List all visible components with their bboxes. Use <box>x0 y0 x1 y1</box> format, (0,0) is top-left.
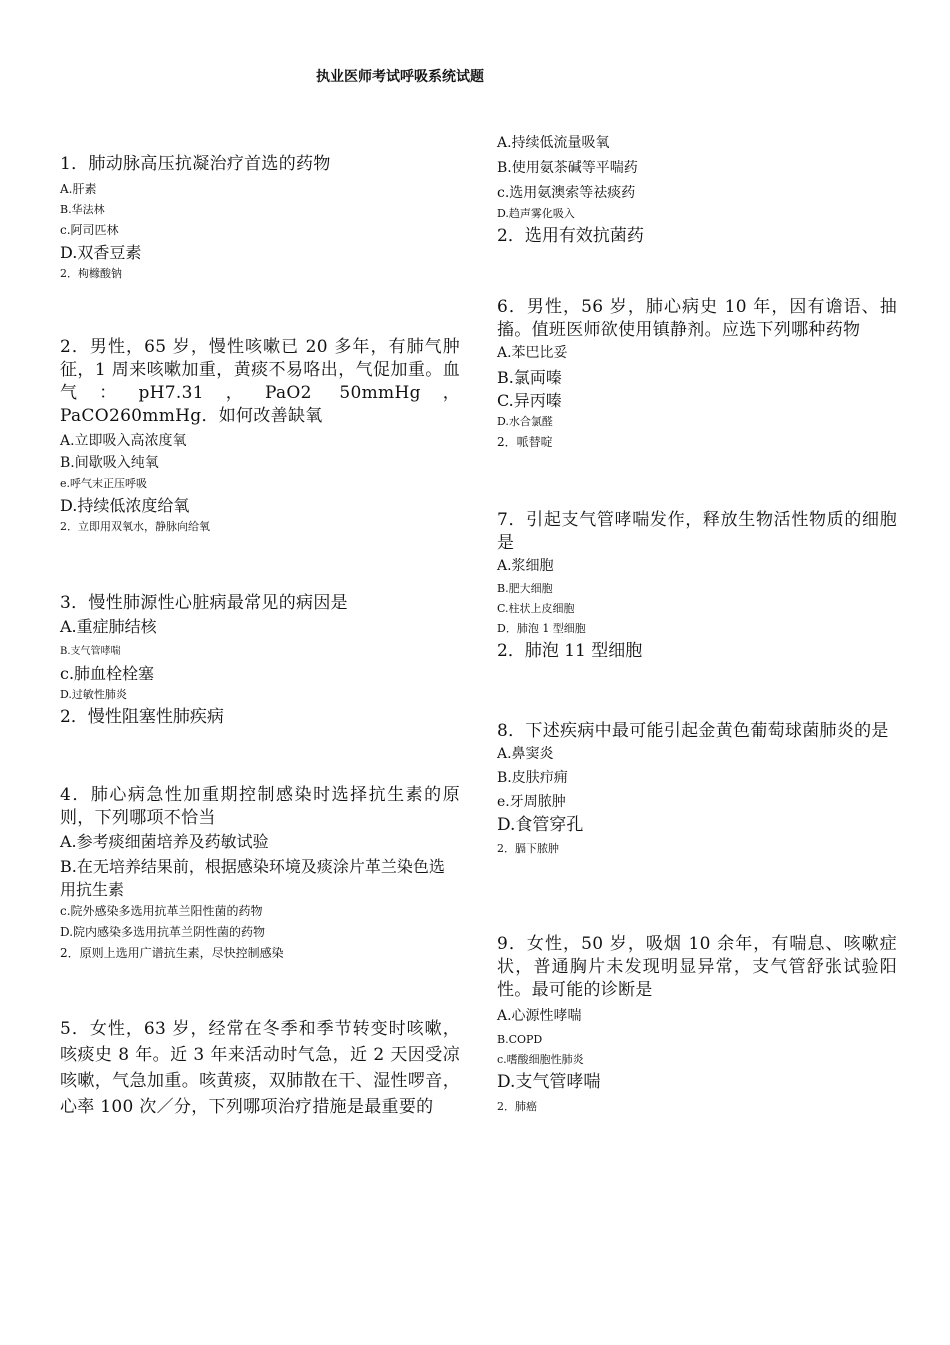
option: e.呼气末正压呼吸 <box>60 477 148 490</box>
option: c.嗜酸细胞性肺炎 <box>497 1053 584 1066</box>
question-stem: 7．引起支气管哮喘发作，释放生物活性物质的细胞是 <box>497 510 897 553</box>
option: A.重症肺结核 <box>60 617 157 636</box>
option: D．肺泡 1 型细胞 <box>497 622 586 635</box>
option: c.肺血栓栓塞 <box>60 664 155 683</box>
option: B.肥大细胞 <box>497 582 553 595</box>
option: B.间歇吸入纯氧 <box>60 455 159 471</box>
option: A.肝素 <box>60 182 97 196</box>
option: B.在无培养结果前，根据感染环境及痰涂片革兰染色选用抗生素 <box>60 857 445 899</box>
option: A.参考痰细菌培养及药敏试验 <box>60 832 269 851</box>
option: D.院内感染多选用抗革兰阴性菌的药物 <box>60 925 266 939</box>
option: c.选用氨澳索等祛痰药 <box>497 185 636 201</box>
option: A.心源性哮喘 <box>497 1008 582 1024</box>
question-stem: 9．女性，50 岁，吸烟 10 余年，有喘息、咳嗽症状，普通胸片未发现明显异常，支气管舒张试验阳性。最可能的诊断是 <box>497 934 897 1000</box>
option: 2．肺癌 <box>497 1100 537 1113</box>
option: D.食管穿孔 <box>497 815 584 835</box>
question-stem: 3．慢性肺源性心脏病最常见的病因是 <box>60 593 348 613</box>
option: C.柱状上皮细胞 <box>497 602 575 615</box>
option: A.鼻窦炎 <box>497 746 554 762</box>
option: D.趋声雾化吸入 <box>497 207 575 220</box>
option: c.院外感染多选用抗革兰阳性菌的药物 <box>60 904 263 918</box>
option: B.氯両嗪 <box>497 368 562 387</box>
question-7 <box>497 509 897 663</box>
option: A.立即吸入高浓度氧 <box>60 433 187 449</box>
option: 2．枸橼酸钠 <box>60 267 122 280</box>
question-5 <box>60 1016 460 1120</box>
option: B.华法林 <box>60 203 105 216</box>
option: B.皮肤疖痈 <box>497 770 568 786</box>
option: 2．选用有效抗菌药 <box>497 226 644 246</box>
option: C.异丙嗪 <box>497 391 562 410</box>
question-6 <box>497 296 897 453</box>
option: 2．立即用双氧水，静脉向给氧 <box>60 520 210 533</box>
option: c.阿司匹林 <box>60 223 119 237</box>
question-2 <box>60 336 460 537</box>
option: D.双香豆素 <box>60 243 142 262</box>
option: B.支气管哮喘 <box>60 646 121 657</box>
page-title: 执业医师考试呼吸系统试题 <box>316 69 484 85</box>
question-8 <box>497 720 897 859</box>
option: B.COPD <box>497 1033 543 1046</box>
question-stem: 5．女性，63 岁，经常在冬季和季节转变时咳嗽，咳痰史 8 年。近 3 年来活动时气急，近 2 天因受凉咳嗽，气急加重。咳黄痰，双肺散在干、湿性啰音，心率 100 次／分，下列哪项治疗措施是最重要的 <box>60 1019 460 1117</box>
question-3 <box>60 592 460 729</box>
question-9 <box>497 933 897 1117</box>
option: e.牙周脓肿 <box>497 794 566 810</box>
option: 2．慢性阻塞性肺疾病 <box>60 707 224 727</box>
option: 2．膈下脓肿 <box>497 842 559 855</box>
option: D.持续低浓度给氧 <box>60 496 190 515</box>
option: 2．哌替啶 <box>497 435 553 449</box>
option: A.苯巴比妥 <box>497 345 568 361</box>
option: B.使用氨茶碱等平喘药 <box>497 160 638 176</box>
question-stem: 8．下述疾病中最可能引起金黄色葡萄球菌肺炎的是 <box>497 721 889 741</box>
option: 2．肺泡 11 型细胞 <box>497 641 643 661</box>
option: 2．原则上选用广谱抗生素，尽快控制感染 <box>60 946 284 960</box>
option: A.浆细胞 <box>497 558 554 574</box>
option: A.持续低流量吸氧 <box>497 135 610 151</box>
option: D.支气管哮喘 <box>497 1072 601 1092</box>
question-4 <box>60 784 460 964</box>
question-5-options <box>497 132 897 248</box>
question-1 <box>60 153 460 284</box>
option: D.水合氯醛 <box>497 415 553 428</box>
question-stem: 2．男性，65 岁，慢性咳嗽已 20 多年，有肺气肿征，1 周来咳嗽加重，黄痰不易咯出，气促加重。血气：pH7.31，PaO2 50mmHg，PaCO260mmHg．如何改善缺氧 <box>60 337 460 426</box>
question-stem: 1．肺动脉高压抗凝治疗首选的药物 <box>60 154 331 174</box>
option: D.过敏性肺炎 <box>60 688 127 701</box>
question-stem: 6．男性，56 岁，肺心病史 10 年，因有谵语、抽搐。值班医师欲使用镇静剂。应选下列哪种药物 <box>497 297 897 340</box>
question-stem: 4．肺心病急性加重期控制感染时选择抗生素的原则，下列哪项不恰当 <box>60 785 460 828</box>
